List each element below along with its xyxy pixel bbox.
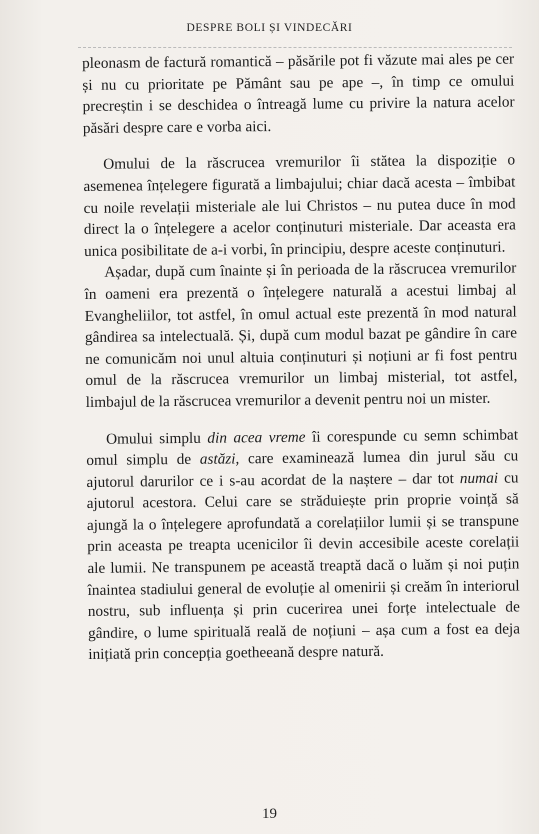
paragraph-4-italic-3: numai <box>459 469 499 487</box>
paragraph-4 <box>86 424 520 666</box>
paragraph-3: Așadar, după cum înainte și în perioada de la răscrucea vremurilor în oameni era prezentă o înțelegere naturală a acestui limbaj al Evangheliilor, tot astfel, în omul actual este prezentă în mod natural gândirea sa intelectuală. Și, după cum modul bazat pe gândire în care ne comunicăm noi unul altuia conținuturi și noțiuni ar fi fost pentru omul de la răscrucea vremurilor un limbaj misterial, tot astfel, limbajul de la răscrucea vremurilor a devenit pentru noi un mister. <box>84 259 518 411</box>
page-number: 19 <box>262 806 277 822</box>
paragraph-4-part-3: care examinează lumea din jurul său cu ajutorul darurilor ce i s-au acordat de la naștere – dar tot <box>86 447 519 491</box>
paragraph-2: Omului de la răscrucea vremurilor îi stătea la dispoziție o asemenea înțelegere figurată a limbajului; chiar dacă acesta – îmbibat cu noile revelații misteriale ale lui Christos – nu putea duce în mod direct la o înțelegere a acelor conținuturi misteriale. Dar aceasta era unica posibilitate de a-i vorbi, în principiu, despre aceste conținuturi. <box>83 151 516 260</box>
header-divider <box>78 47 512 48</box>
paragraph-4-italic-1: din acea vreme <box>207 428 306 447</box>
paragraph-4-part-4: cu ajutorul acestora. Celui care se străduiește prin proprie voință să ajungă la o înțelegere aprofundată a corelațiilor lumii și se transpune prin aceasta pe treapta ucenicilor îi devin accesibile aceste corelații ale lumii. Ne transpunem pe această treaptă dacă o luăm și noi puțin înaintea stadiului general de evoluție al omenirii și creăm în interiorul nostru, sub influența și prin cucerirea unei forțe intelectuale de gândire, o lume spirituală reală de noțiuni – așa cum a fost ea deja inițiată prin concepția goetheeană despre natură. <box>86 469 521 664</box>
paragraph-1: pleonasm de factură romantică – păsările pot fi văzute mai ales pe cer și nu cu prioritate pe Pământ sau pe ape –, în timp ce omului precreștin i se deschidea o întreagă lume cu privire la natura acelor păsări despre care e vorba aici. <box>82 50 515 137</box>
paragraph-4-italic-2: astăzi, <box>199 450 240 468</box>
running-header: DESPRE BOLI ȘI VINDECĂRI <box>186 22 353 34</box>
paragraph-4-part-2: îi corespunde cu semn schimbat omul simplu de <box>86 425 519 470</box>
body-text <box>82 48 520 666</box>
paragraph-4-part-1: Omului simplu <box>105 429 208 448</box>
